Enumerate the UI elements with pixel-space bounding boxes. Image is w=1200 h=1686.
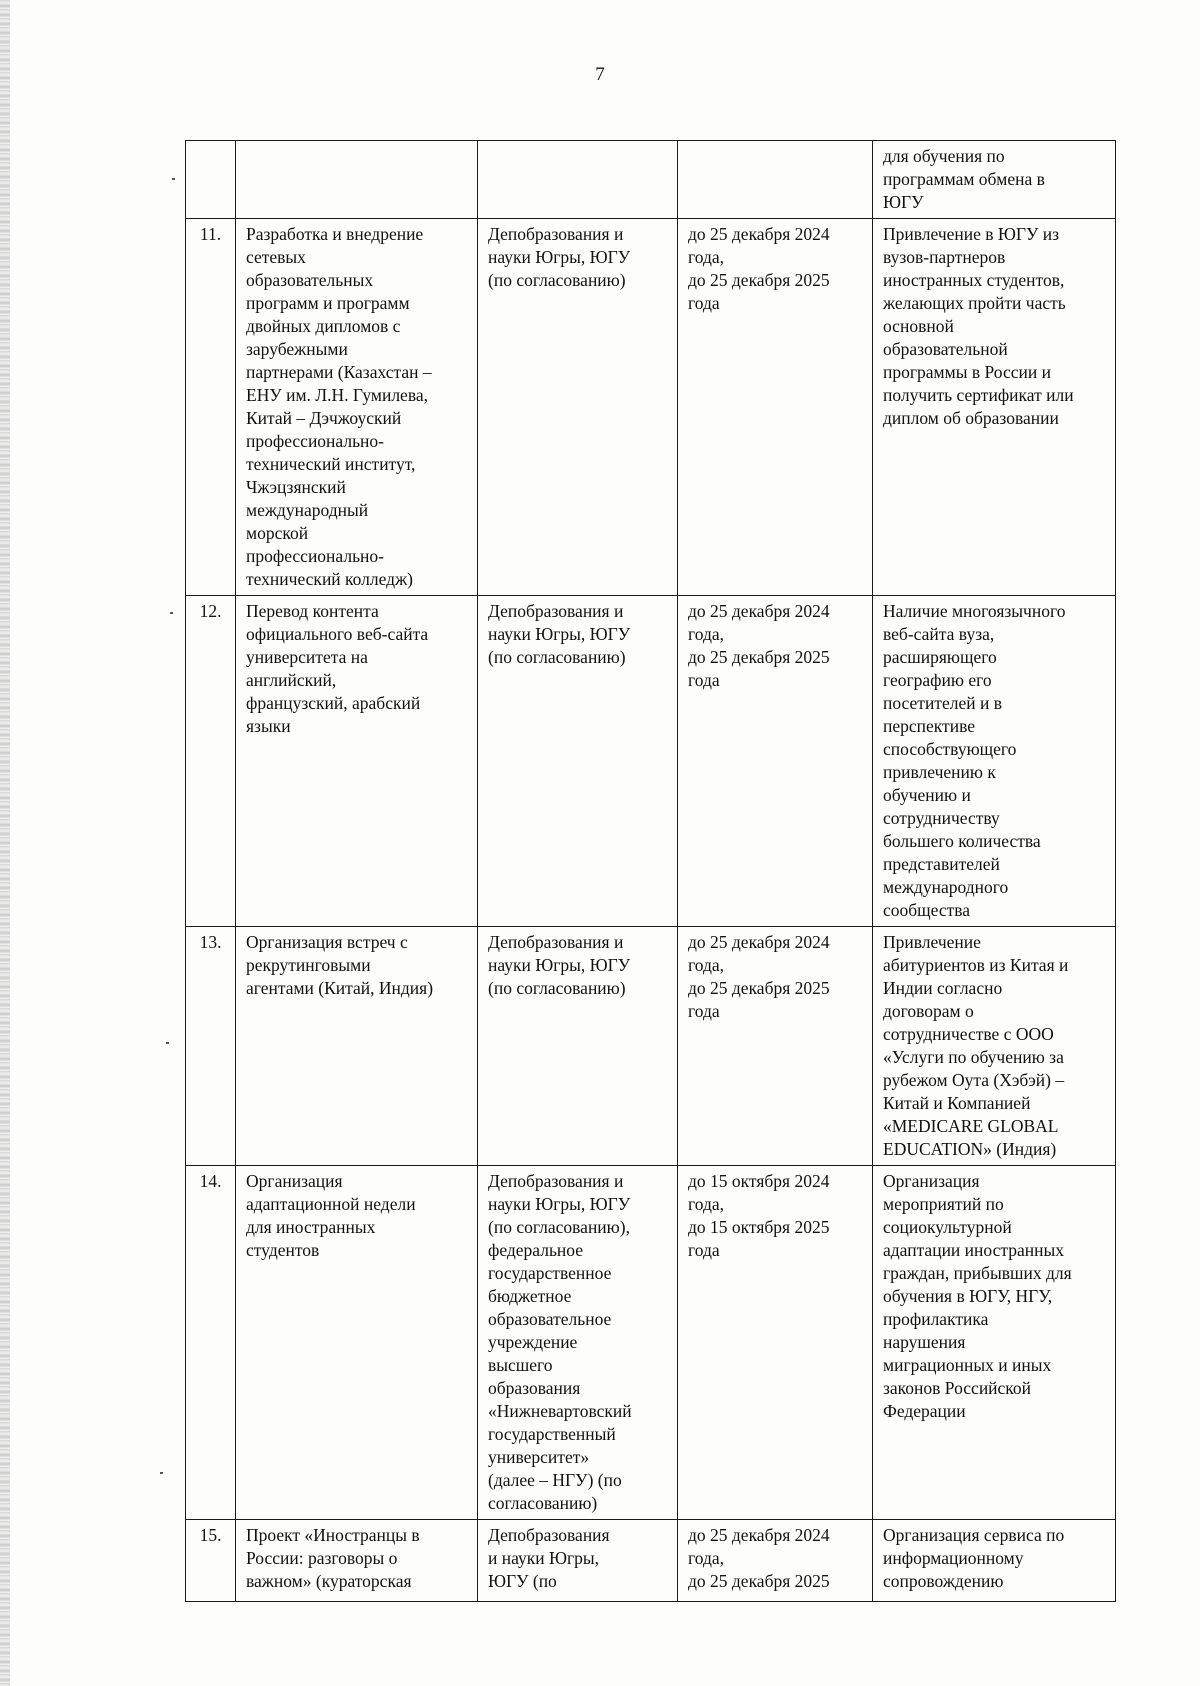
activity-cell <box>236 141 478 219</box>
deadline-cell: до 25 декабря 2024 года, до 25 декабря 2025 <box>678 1520 873 1602</box>
result-cell: Организация сервиса по информационному сопровождению <box>873 1520 1116 1602</box>
responsible-cell: Депобразования и науки Югры, ЮГУ (по согласованию) <box>478 219 678 596</box>
scan-speck <box>160 1472 163 1474</box>
table-row <box>186 596 1116 927</box>
table-row <box>186 927 1116 1166</box>
table-row <box>186 1520 1116 1602</box>
row-number: 12. <box>186 596 236 927</box>
responsible-cell: Депобразования и науки Югры, ЮГУ (по <box>478 1520 678 1602</box>
row-number: 13. <box>186 927 236 1166</box>
result-cell: для обучения по программам обмена в ЮГУ <box>873 141 1116 219</box>
row-number: 15. <box>186 1520 236 1602</box>
responsible-cell: Депобразования и науки Югры, ЮГУ (по согласованию), федеральное государственное бюджетное образовательное учреждение высшего образования «Нижневартовский государственный университет» (далее – НГУ) (по согласованию) <box>478 1166 678 1520</box>
deadline-cell: до 25 декабря 2024 года, до 25 декабря 2025 года <box>678 927 873 1166</box>
result-cell: Организация мероприятий по социокультурной адаптации иностранных граждан, прибывших для обучения в ЮГУ, НГУ, профилактика нарушения миграционных и иных законов Российской Федерации <box>873 1166 1116 1520</box>
activity-cell: Разработка и внедрение сетевых образовательных программ и программ двойных дипломов с зарубежными партнерами (Казахстан – ЕНУ им. Л.Н. Гумилева, Китай – Дэчжоуский профессионально- технический институт, Чжэцзянский международный морской профессионально- технический колледж) <box>236 219 478 596</box>
result-cell: Наличие многоязычного веб-сайта вуза, расширяющего географию его посетителей и в перспективе способствующего привлечению к обучению и сотрудничеству большего количества представителей международного сообщества <box>873 596 1116 927</box>
deadline-cell: до 25 декабря 2024 года, до 25 декабря 2025 года <box>678 219 873 596</box>
responsible-cell: Депобразования и науки Югры, ЮГУ (по согласованию) <box>478 596 678 927</box>
table-row <box>186 1166 1116 1520</box>
responsible-cell <box>478 141 678 219</box>
table-row <box>186 141 1116 219</box>
deadline-cell: до 15 октября 2024 года, до 15 октября 2025 года <box>678 1166 873 1520</box>
scan-speck <box>172 178 175 180</box>
row-number: 11. <box>186 219 236 596</box>
deadline-cell: до 25 декабря 2024 года, до 25 декабря 2025 года <box>678 596 873 927</box>
activity-cell: Организация адаптационной недели для иностранных студентов <box>236 1166 478 1520</box>
deadline-cell <box>678 141 873 219</box>
responsible-cell: Депобразования и науки Югры, ЮГУ (по согласованию) <box>478 927 678 1166</box>
plan-table <box>185 140 1116 1602</box>
activity-cell: Перевод контента официального веб-сайта университета на английский, французский, арабский языки <box>236 596 478 927</box>
result-cell: Привлечение абитуриентов из Китая и Индии согласно договорам о сотрудничестве с ООО «Услуги по обучению за рубежом Оута (Хэбэй) – Китай и Компанией «MEDICARE GLOBAL EDUCATION» (Индия) <box>873 927 1116 1166</box>
page-number: 7 <box>595 64 605 85</box>
activity-cell: Организация встреч с рекрутинговыми агентами (Китай, Индия) <box>236 927 478 1166</box>
result-cell: Привлечение в ЮГУ из вузов-партнеров иностранных студентов, желающих пройти часть основной образовательной программы в России и получить сертификат или диплом об образовании <box>873 219 1116 596</box>
row-number: 14. <box>186 1166 236 1520</box>
scan-speck <box>170 612 173 614</box>
table-row <box>186 219 1116 596</box>
activity-cell: Проект «Иностранцы в России: разговоры о важном» (кураторская <box>236 1520 478 1602</box>
row-number <box>186 141 236 219</box>
scan-edge <box>0 0 10 1686</box>
scan-speck <box>166 1042 169 1044</box>
